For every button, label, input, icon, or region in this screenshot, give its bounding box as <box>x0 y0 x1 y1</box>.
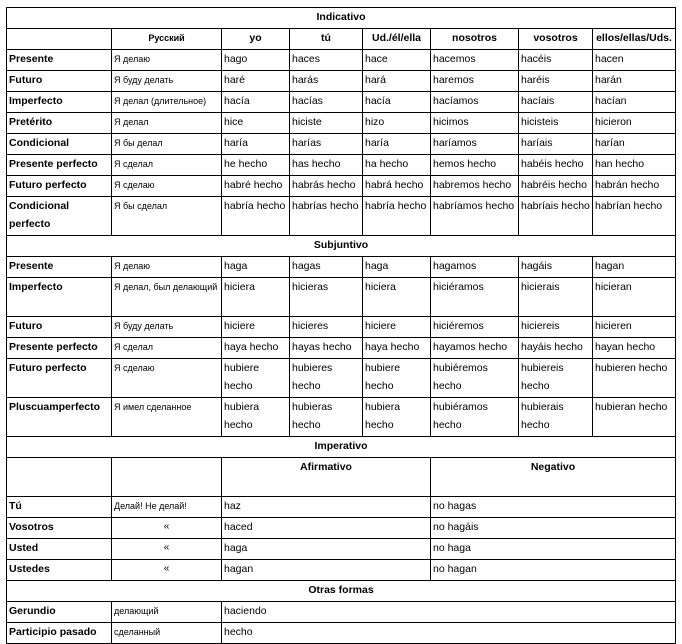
form-cell: hubiere hecho <box>222 359 290 398</box>
form-cell: hayamos hecho <box>431 338 519 359</box>
form-cell: hacen <box>593 50 676 71</box>
form-cell: hiciere <box>222 317 290 338</box>
form-cell: haya hecho <box>222 338 290 359</box>
form-cell: harán <box>593 71 676 92</box>
afirmativo-cell: haz <box>222 497 431 518</box>
form-cell: hiciere <box>363 317 431 338</box>
form-cell: hiciéramos <box>431 278 519 317</box>
form-cell: hicimos <box>431 113 519 134</box>
russian-translation: делающий <box>112 602 222 623</box>
negativo-cell: no hagáis <box>431 518 676 539</box>
form-cell: ha hecho <box>363 155 431 176</box>
russian-translation: Я сделаю <box>112 176 222 197</box>
form-cell: hecho <box>222 623 676 644</box>
tense-label: Futuro perfecto <box>7 176 112 197</box>
header-ruso: Русский <box>112 29 222 50</box>
form-cell: hubierais hecho <box>519 398 593 437</box>
form-cell: hicieran <box>593 278 676 317</box>
russian-translation: Делай! Не делай! <box>112 497 222 518</box>
table-row <box>7 257 676 278</box>
ditto-mark: « <box>112 539 222 560</box>
form-cell: habré hecho <box>222 176 290 197</box>
form-cell: hiciera <box>363 278 431 317</box>
table-row <box>7 197 676 236</box>
ditto-mark: « <box>112 560 222 581</box>
form-cell: hacemos <box>431 50 519 71</box>
tense-label: Presente <box>7 257 112 278</box>
form-cell: habríais hecho <box>519 197 593 236</box>
negativo-cell: no hagan <box>431 560 676 581</box>
form-cell: hicieres <box>290 317 363 338</box>
form-cell: haré <box>222 71 290 92</box>
form-cell: habéis hecho <box>519 155 593 176</box>
header-empty <box>7 458 112 497</box>
russian-translation: Я сделаю <box>112 359 222 398</box>
russian-translation: Я буду делать <box>112 317 222 338</box>
section-title-otras: Otras formas <box>7 581 676 602</box>
russian-translation: Я делаю <box>112 257 222 278</box>
table-row <box>7 134 676 155</box>
negativo-cell: no hagas <box>431 497 676 518</box>
form-cell: habrán hecho <box>593 176 676 197</box>
form-cell: habría hecho <box>363 197 431 236</box>
table-row <box>7 155 676 176</box>
russian-translation: сделанный <box>112 623 222 644</box>
form-label: Gerundio <box>7 602 112 623</box>
form-cell: harías <box>290 134 363 155</box>
tense-label: Presente <box>7 50 112 71</box>
form-cell: hagas <box>290 257 363 278</box>
form-cell: hubieres hecho <box>290 359 363 398</box>
form-cell: habrás hecho <box>290 176 363 197</box>
form-cell: he hecho <box>222 155 290 176</box>
form-cell: harían <box>593 134 676 155</box>
tense-label: Futuro perfecto <box>7 359 112 398</box>
form-cell: hace <box>363 50 431 71</box>
form-cell: hubiéramos hecho <box>431 398 519 437</box>
header-row <box>7 29 676 50</box>
person-label: Vosotros <box>7 518 112 539</box>
form-cell: hicieren <box>593 317 676 338</box>
afirmativo-cell: haced <box>222 518 431 539</box>
header-empty <box>112 458 222 497</box>
header-ellos: ellos/ellas/Uds. <box>593 29 676 50</box>
russian-translation: Я делал <box>112 113 222 134</box>
afirmativo-cell: hagan <box>222 560 431 581</box>
form-cell: hizo <box>363 113 431 134</box>
russian-translation: Я бы сделал <box>112 197 222 236</box>
russian-translation: Я сделал <box>112 155 222 176</box>
form-cell: habríamos hecho <box>431 197 519 236</box>
table-row <box>7 359 676 398</box>
header-vosotros: vosotros <box>519 29 593 50</box>
form-cell: habría hecho <box>222 197 290 236</box>
form-cell: haríamos <box>431 134 519 155</box>
russian-translation: Я сделал <box>112 338 222 359</box>
russian-translation: Я делаю <box>112 50 222 71</box>
negativo-cell: no haga <box>431 539 676 560</box>
table-row <box>7 338 676 359</box>
table-row <box>7 497 676 518</box>
table-row <box>7 50 676 71</box>
section-title-imperativo: Imperativo <box>7 437 676 458</box>
form-cell: hubiera hecho <box>363 398 431 437</box>
form-cell: haya hecho <box>363 338 431 359</box>
table-row <box>7 71 676 92</box>
tense-label: Imperfecto <box>7 92 112 113</box>
form-cell: hacíais <box>519 92 593 113</box>
form-label: Participio pasado <box>7 623 112 644</box>
form-cell: hicieras <box>290 278 363 317</box>
form-cell: habrían hecho <box>593 197 676 236</box>
form-cell: hiciereis <box>519 317 593 338</box>
form-cell: hice <box>222 113 290 134</box>
table-row <box>7 113 676 134</box>
form-cell: hará <box>363 71 431 92</box>
table-row <box>7 278 676 317</box>
form-cell: haréis <box>519 71 593 92</box>
table-row <box>7 602 676 623</box>
form-cell: hacía <box>222 92 290 113</box>
table-row <box>7 539 676 560</box>
russian-translation: Я имел сделанное <box>112 398 222 437</box>
tense-label: Condicional perfecto <box>7 197 112 236</box>
form-cell: hubiera hecho <box>222 398 290 437</box>
form-cell: hubieran hecho <box>593 398 676 437</box>
table-row <box>7 317 676 338</box>
table-row <box>7 560 676 581</box>
form-cell: haga <box>222 257 290 278</box>
person-label: Tú <box>7 497 112 518</box>
person-label: Usted <box>7 539 112 560</box>
form-cell: haces <box>290 50 363 71</box>
russian-translation: Я буду делать <box>112 71 222 92</box>
form-cell: hubieren hecho <box>593 359 676 398</box>
form-cell: hagamos <box>431 257 519 278</box>
russian-translation: Я бы делал <box>112 134 222 155</box>
form-cell: hagan <box>593 257 676 278</box>
ditto-mark: « <box>112 518 222 539</box>
form-cell: hubieras hecho <box>290 398 363 437</box>
form-cell: hacéis <box>519 50 593 71</box>
table-row <box>7 176 676 197</box>
russian-translation: Я делал, был делающий <box>112 278 222 317</box>
afirmativo-cell: haga <box>222 539 431 560</box>
section-title-indicativo: Indicativo <box>7 8 676 29</box>
header-tu: tú <box>290 29 363 50</box>
form-cell: hago <box>222 50 290 71</box>
tense-label: Presente perfecto <box>7 155 112 176</box>
form-cell: hayan hecho <box>593 338 676 359</box>
form-cell: hiciéremos <box>431 317 519 338</box>
form-cell: hiciera <box>222 278 290 317</box>
tense-label: Futuro <box>7 71 112 92</box>
header-nosotros: nosotros <box>431 29 519 50</box>
form-cell: habremos hecho <box>431 176 519 197</box>
form-cell: hicierais <box>519 278 593 317</box>
form-cell: hicieron <box>593 113 676 134</box>
table-row <box>7 92 676 113</box>
form-cell: hacíamos <box>431 92 519 113</box>
tense-label: Futuro <box>7 317 112 338</box>
imperativo-header-row <box>7 458 676 497</box>
form-cell: haría <box>222 134 290 155</box>
form-cell: harás <box>290 71 363 92</box>
conjugation-table <box>6 7 676 644</box>
form-cell: hiciste <box>290 113 363 134</box>
form-cell: hacía <box>363 92 431 113</box>
russian-translation: Я делал (длительное) <box>112 92 222 113</box>
form-cell: hubiéremos hecho <box>431 359 519 398</box>
form-cell: hayáis hecho <box>519 338 593 359</box>
section-title-subjuntivo: Subjuntivo <box>7 236 676 257</box>
header-negativo: Negativo <box>431 458 676 497</box>
header-afirmativo: Afirmativo <box>222 458 431 497</box>
form-cell: hicisteis <box>519 113 593 134</box>
form-cell: habrías hecho <box>290 197 363 236</box>
table-row <box>7 518 676 539</box>
form-cell: hubiereis hecho <box>519 359 593 398</box>
form-cell: hacían <box>593 92 676 113</box>
tense-label: Imperfecto <box>7 278 112 317</box>
tense-label: Presente perfecto <box>7 338 112 359</box>
form-cell: has hecho <box>290 155 363 176</box>
form-cell: haga <box>363 257 431 278</box>
form-cell: han hecho <box>593 155 676 176</box>
form-cell: haremos <box>431 71 519 92</box>
header-empty <box>7 29 112 50</box>
table-row <box>7 623 676 644</box>
table-row <box>7 398 676 437</box>
form-cell: hubiere hecho <box>363 359 431 398</box>
tense-label: Pluscuamperfecto <box>7 398 112 437</box>
person-label: Ustedes <box>7 560 112 581</box>
form-cell: hacías <box>290 92 363 113</box>
form-cell: haría <box>363 134 431 155</box>
tense-label: Condicional <box>7 134 112 155</box>
header-yo: yo <box>222 29 290 50</box>
form-cell: haríais <box>519 134 593 155</box>
form-cell: haciendo <box>222 602 676 623</box>
tense-label: Pretérito <box>7 113 112 134</box>
form-cell: habrá hecho <box>363 176 431 197</box>
form-cell: hayas hecho <box>290 338 363 359</box>
form-cell: habréis hecho <box>519 176 593 197</box>
form-cell: hagáis <box>519 257 593 278</box>
form-cell: hemos hecho <box>431 155 519 176</box>
header-usted: Ud./él/ella <box>363 29 431 50</box>
